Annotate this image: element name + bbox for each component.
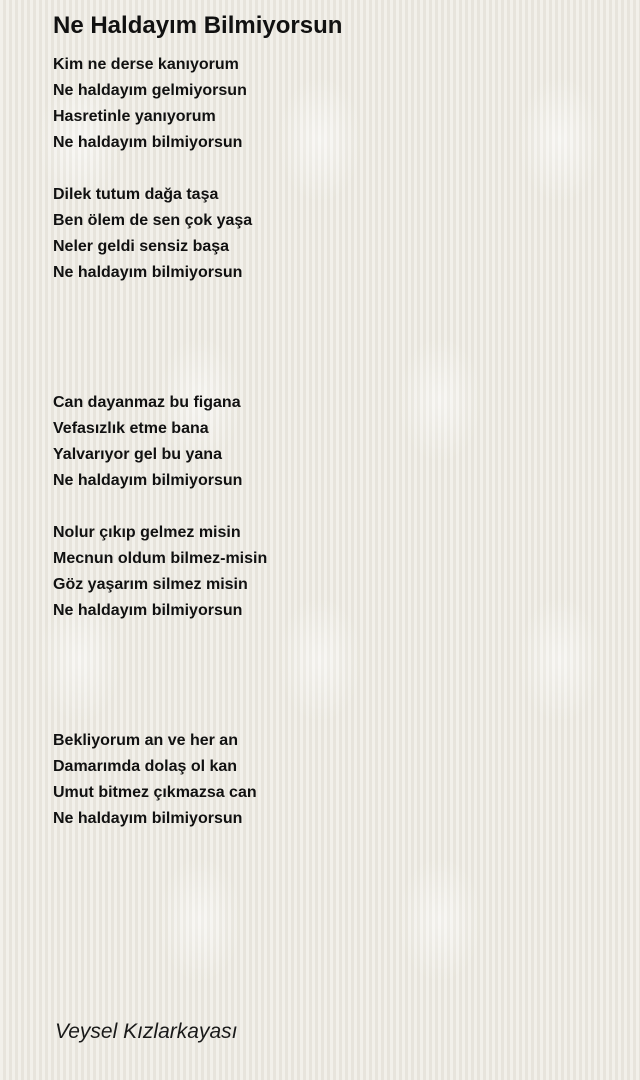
stanza-spacer [53, 494, 613, 520]
poem-line: Ne haldayım bilmiyorsun [53, 264, 243, 281]
poem-line: Nolur çıkıp gelmez misin [53, 524, 241, 541]
poem-line: Göz yaşarım silmez misin [53, 576, 248, 593]
stanza-spacer [53, 624, 613, 728]
poem-title: Ne Haldayım Bilmiyorsun [53, 12, 343, 39]
poem-line: Ne haldayım bilmiyorsun [53, 602, 243, 619]
stanza-3 [53, 390, 613, 494]
poem-author: Veysel Kızlarkayası [55, 1020, 238, 1043]
stanza-spacer [53, 156, 613, 182]
poem-line: Ne haldayım bilmiyorsun [53, 472, 243, 489]
poem-line: Can dayanmaz bu figana [53, 394, 241, 411]
stanza-2 [53, 182, 613, 286]
poem-line: Ne haldayım bilmiyorsun [53, 134, 243, 151]
poem-line: Ne haldayım bilmiyorsun [53, 810, 243, 827]
stanza-5 [53, 728, 613, 832]
poem-line: Dilek tutum dağa taşa [53, 186, 219, 203]
poem-line: Ne haldayım gelmiyorsun [53, 82, 247, 99]
poem-line: Hasretinle yanıyorum [53, 108, 216, 125]
poem-line: Bekliyorum an ve her an [53, 732, 238, 749]
poem-line: Umut bitmez çıkmazsa can [53, 784, 257, 801]
poem-line: Vefasızlık etme bana [53, 420, 209, 437]
poem-line: Kim ne derse kanıyorum [53, 56, 239, 73]
stanza-spacer [53, 286, 613, 390]
poem-line: Damarımda dolaş ol kan [53, 758, 238, 775]
poem-line: Yalvarıyor gel bu yana [53, 446, 222, 463]
poem-line: Ben ölem de sen çok yaşa [53, 212, 253, 229]
stanza-4 [53, 520, 613, 624]
poem-line: Neler geldi sensiz başa [53, 238, 230, 255]
poem-body [53, 52, 613, 832]
stanza-1 [53, 52, 613, 156]
poem-line: Mecnun oldum bilmez-misin [53, 550, 268, 567]
